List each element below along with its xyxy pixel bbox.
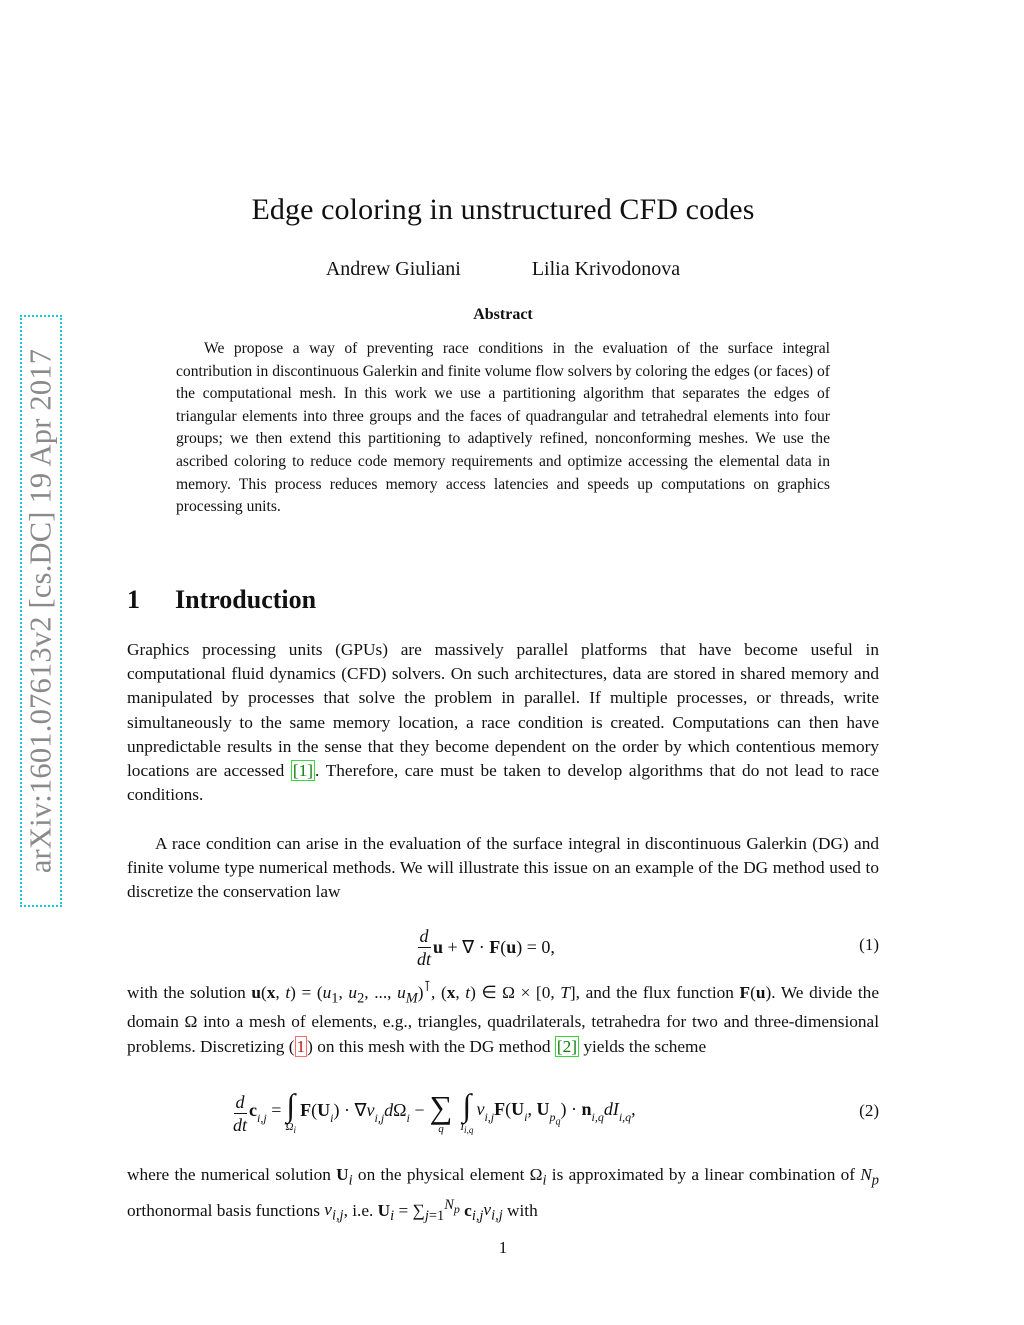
equation-1 (127, 920, 879, 974)
equation-number: (1) (859, 935, 879, 954)
abstract-text: We propose a way of preventing race conditions in the evaluation of the surface integral contribution in discontinuous Galerkin and finite volume flow solvers by coloring the edges (or faces) of the computational mesh. In this work we use a partitioning algorithm that separates the edges of triangular elements into three groups and the faces of quadrangular and tetrahedral elements into four groups; we then extend this partitioning to adaptively refined, nonconforming meshes. We use the ascribed coloring to reduce code memory requirements and optimize accessing the elemental data in memory. This process reduces memory access latencies and speeds up computations on graphics processing units. (176, 340, 830, 516)
author-name: Lilia Krivodonova (531, 258, 681, 280)
author-list (0, 258, 1006, 281)
equation-2 (127, 1082, 879, 1144)
section-title: Introduction (175, 585, 317, 614)
section-number: 1 (127, 585, 140, 614)
equation-body: $\frac{d}{dt}$ u + ∇ · F(u) = 0, (417, 925, 555, 969)
arxiv-stamp: arXiv:1601.07613v2 [cs.DC] 19 Apr 2017 (23, 348, 58, 874)
paragraph: with the solution u(x, $t) = (u_1$, $u_2$, ..., $u_M)^⊺$, (x, t) ∈ Ω × [0, T], and the flux function F(u). We divide the domain Ω into a mesh of elements, e.g., triangles, quadrilaterals, tetrahedra for two and three-dimensional problems. Discretizing ( 1 ) on this mesh with the DG method [2] yields the scheme (127, 979, 879, 1056)
abstract-heading: Abstract (473, 306, 533, 323)
paragraph: A race condition can arise in the evaluation of the surface integral in discontinuous Galerkin (DG) and finite volume type numerical methods. We will illustrate this issue on an example of the DG method used to discretize the conservation law (127, 834, 879, 902)
equation-body: $\frac{d}{dt}$ $c_{i,j}$ = ∫ $\Omega_i$ $F(U_i) \cdot \nabla v_{i,j}d\Omega_i$ − ∑ q ∫ $I_{i,q}$ $v_{i,j}F(U_i$, $U_{p_q}) \cdot n_{i,q}dI_{i,q}$, (233, 1087, 636, 1136)
equation-number: (2) (859, 1101, 879, 1120)
author-name: Andrew Giuliani (325, 258, 461, 280)
paragraph: Graphics processing units (GPUs) are massively parallel platforms that have become useful in computational fluid dynamics (CFD) solvers. On such architectures, data are stored in shared memory and manipulated by processes that solve the problem in parallel. If multiple processes, or threads, write simultaneously to the same memory location, a race condition is created. Computations can then have unpredictable results in the sense that they become dependent on the order by which contentious memory locations are accessed [1] . Therefore, care must be taken to develop algorithms that do not lead to race conditions. (127, 640, 879, 805)
citation-link[interactable]: [1] (292, 761, 314, 781)
paper-title: Edge coloring in unstructured CFD codes (251, 193, 755, 226)
equation-reference-link[interactable]: 1 (296, 1036, 306, 1056)
citation-link[interactable]: [2] (556, 1036, 577, 1056)
inline-math: u(x, $t) = (u_1$, $u_2$, ..., $u_M)^⊺$, (x, t) ∈ Ω × [0, T] (251, 979, 576, 1007)
paragraph: where the numerical solution $U_i$ on the physical element $\Omega_i$ is approximated by a linear combination of $N_p$ orthonormal basis functions $v_{i,j}$, i.e. $U_i = \sum_{j=1}^{N_p}$ $c_{i,j}v_{i,j}$ with (127, 1165, 879, 1224)
section-heading (127, 585, 316, 615)
inline-math: F (739, 982, 751, 1002)
page-number: 1 (498, 1238, 508, 1257)
